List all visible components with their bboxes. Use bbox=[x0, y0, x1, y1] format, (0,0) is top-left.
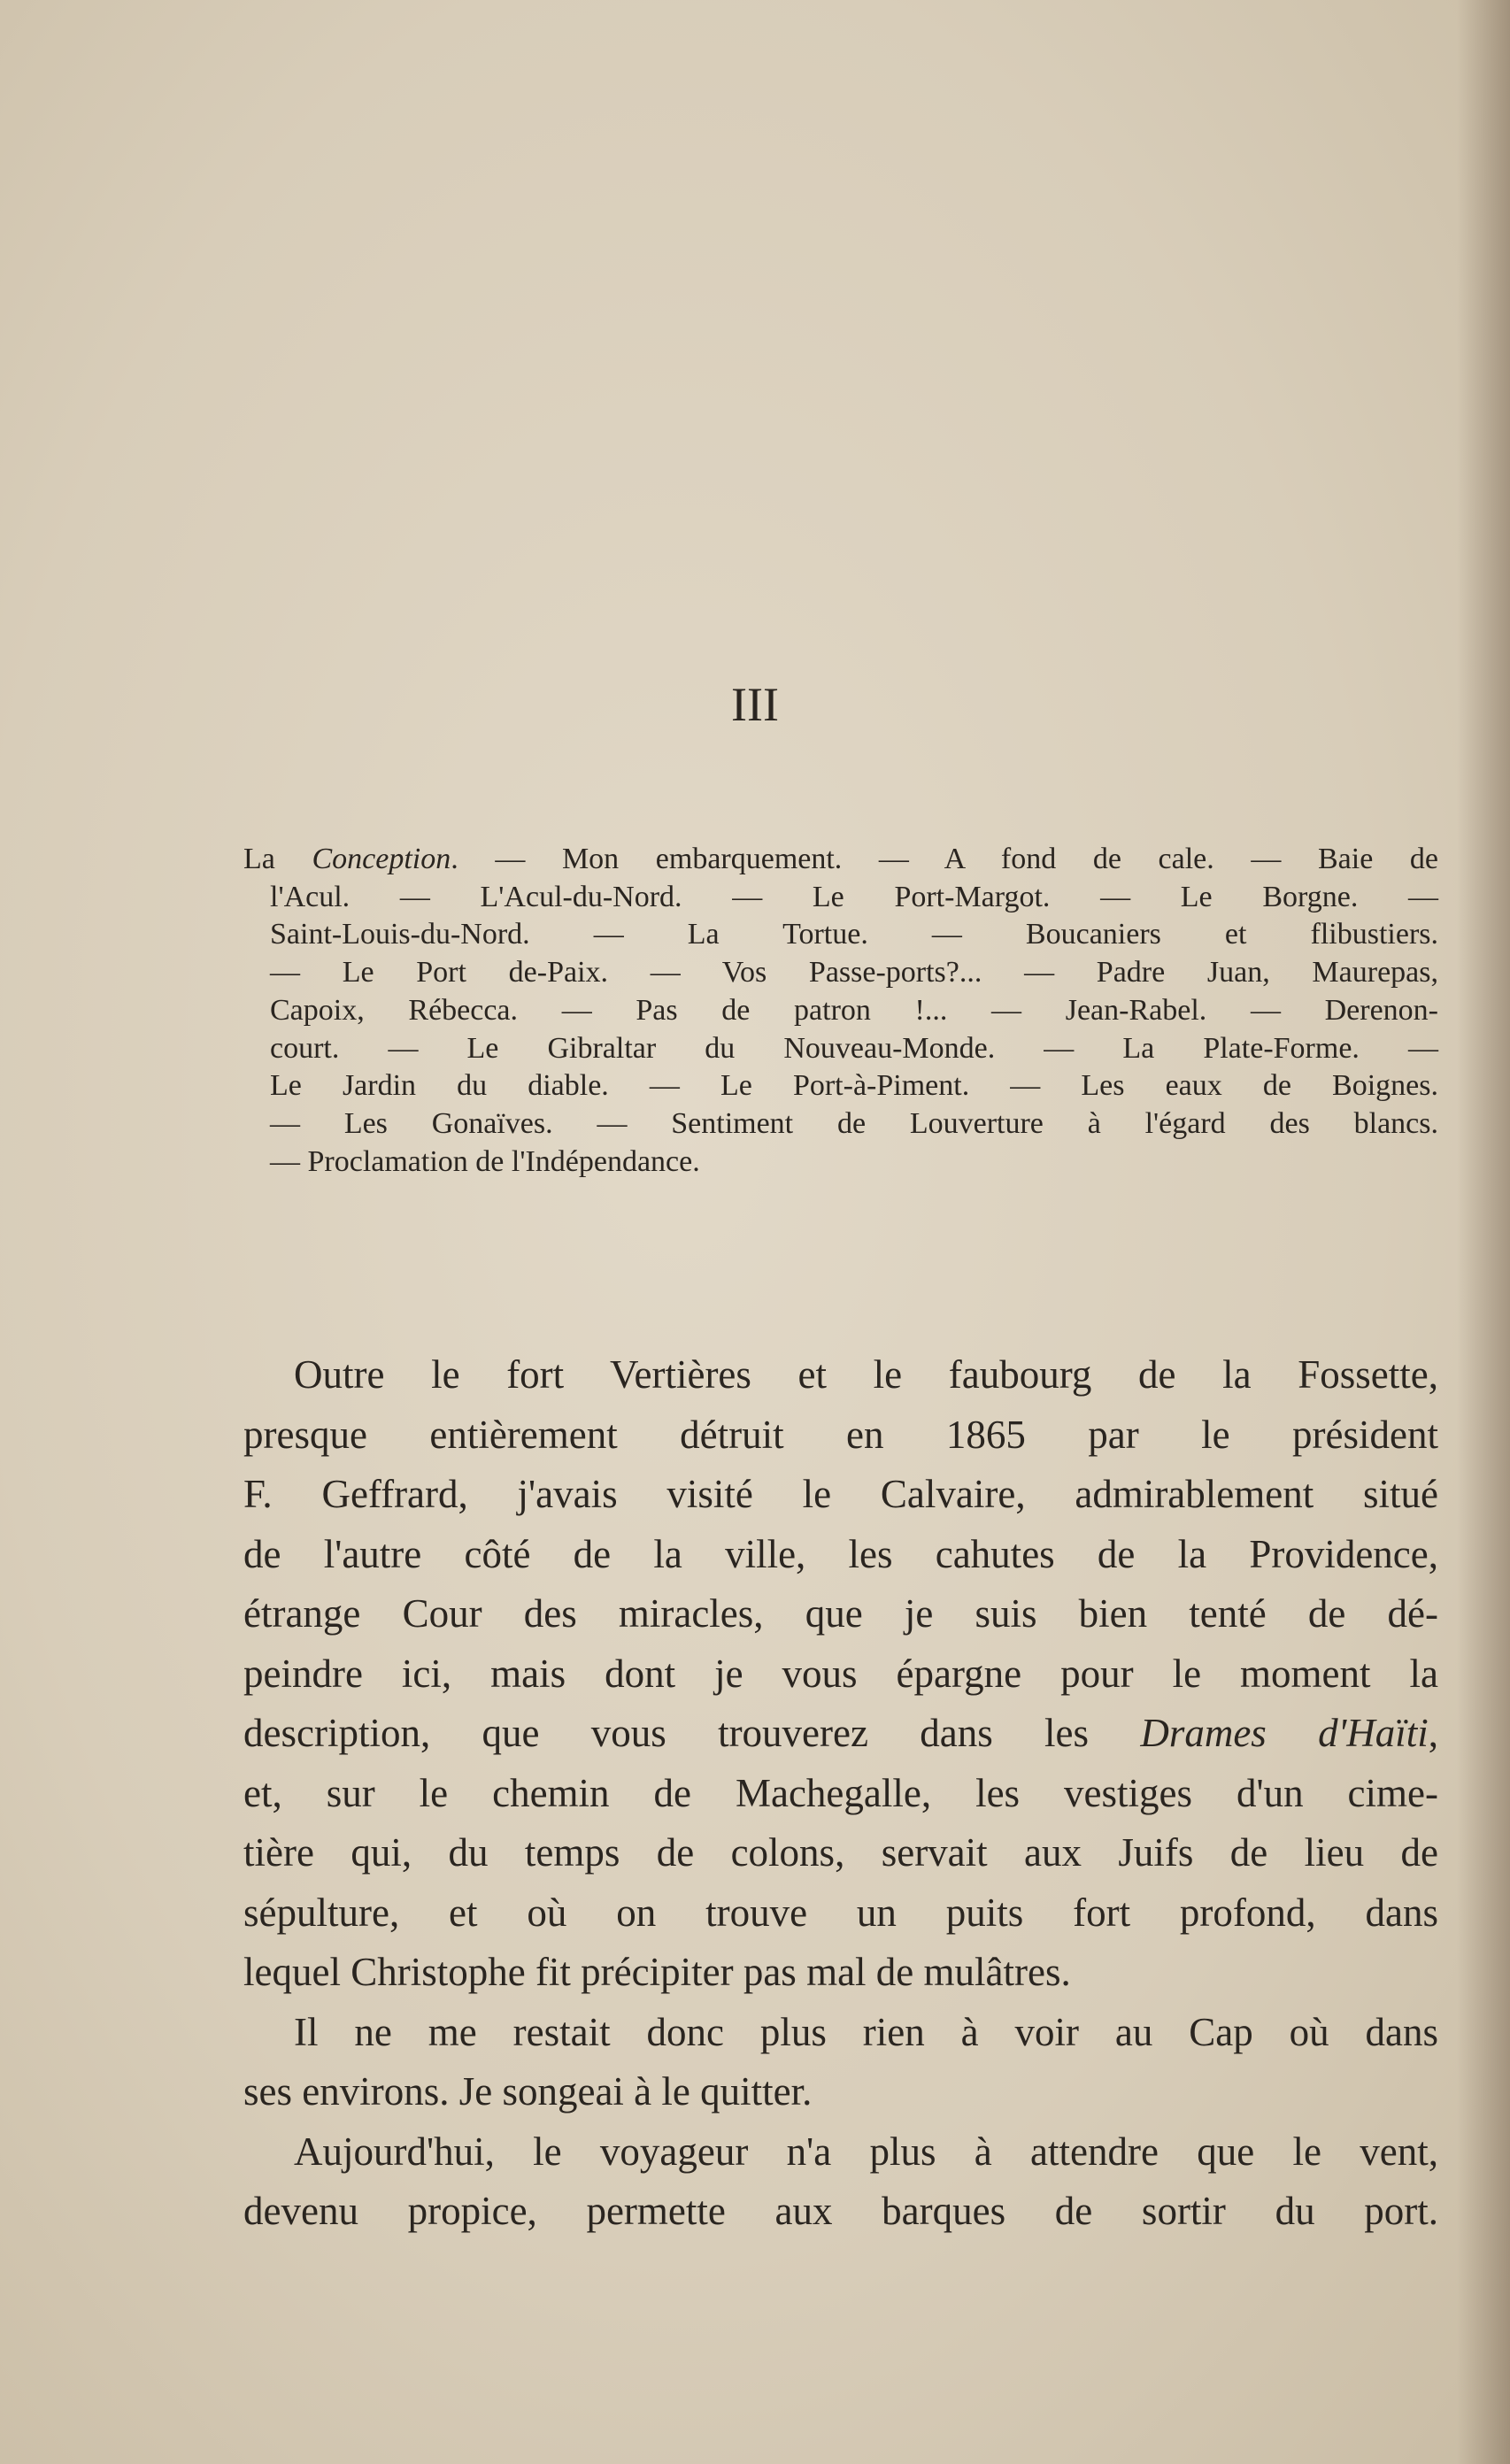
chapter-summary bbox=[243, 841, 1438, 1181]
summary-line: — Le Port de-Paix. — Vos Passe-ports?... — Padre Juan, Maurepas, bbox=[270, 956, 1438, 989]
book-title: Drames d'Haïti bbox=[1140, 1711, 1429, 1755]
body-line: et, sur le chemin de Machegalle, les vestiges d'un cime- bbox=[243, 1770, 1438, 1815]
body-line: F. Geffrard, j'avais visité le Calvaire, admirablement situé bbox=[243, 1472, 1438, 1516]
summary-line: Capoix, Rébecca. — Pas de patron !... — Jean-Rabel. — Derenon- bbox=[270, 993, 1438, 1027]
body-line: presque entièrement détruit en 1865 par le président bbox=[243, 1412, 1438, 1457]
body-line: description, que vous trouverez dans les Drames d'Haïti, bbox=[243, 1711, 1438, 1755]
summary-line: court. — Le Gibraltar du Nouveau-Monde. — La Plate-Forme. — bbox=[270, 1031, 1438, 1065]
body-line: peindre ici, mais dont je vous épargne pour le moment la bbox=[243, 1651, 1438, 1696]
body-line: Aujourd'hui, le voyageur n'a plus à attendre que le vent, bbox=[294, 2129, 1438, 2174]
body-line: ses environs. Je songeai à le quitter. bbox=[243, 2069, 813, 2114]
body-line: étrange Cour des miracles, que je suis bien tenté de dé- bbox=[243, 1591, 1438, 1636]
ship-name: Conception bbox=[312, 843, 451, 875]
body-line: Il ne me restait donc plus rien à voir au Cap où dans bbox=[294, 2009, 1438, 2054]
summary-line: La Conception. — Mon embarquement. — A fond de cale. — Baie de bbox=[243, 843, 1438, 875]
body-line: Outre le fort Vertières et le faubourg de la Fossette, bbox=[294, 1352, 1438, 1397]
body-line: devenu propice, permette aux barques de sortir du port. bbox=[243, 2189, 1438, 2233]
summary-line: l'Acul. — L'Acul-du-Nord. — Le Port-Margot. — Le Borgne. — bbox=[270, 880, 1438, 913]
page-edge-shadow bbox=[1457, 0, 1510, 2464]
summary-line: Saint-Louis-du-Nord. — La Tortue. — Boucaniers et flibustiers. bbox=[270, 918, 1438, 951]
chapter-number: III bbox=[731, 678, 779, 731]
body-text bbox=[243, 1345, 1438, 2242]
summary-line: — Proclamation de l'Indépendance. bbox=[270, 1144, 700, 1178]
summary-line: — Les Gonaïves. — Sentiment de Louverture à l'égard des blancs. bbox=[270, 1106, 1438, 1140]
body-line: tière qui, du temps de colons, servait aux Juifs de lieu de bbox=[243, 1830, 1438, 1875]
body-line: lequel Christophe fit précipiter pas mal de mulâtres. bbox=[243, 1950, 1071, 1994]
body-line: sépulture, et où on trouve un puits fort profond, dans bbox=[243, 1890, 1438, 1935]
body-line: de l'autre côté de la ville, les cahutes de la Providence, bbox=[243, 1531, 1438, 1576]
summary-line: Le Jardin du diable. — Le Port-à-Piment. — Les eaux de Boignes. bbox=[270, 1069, 1438, 1103]
